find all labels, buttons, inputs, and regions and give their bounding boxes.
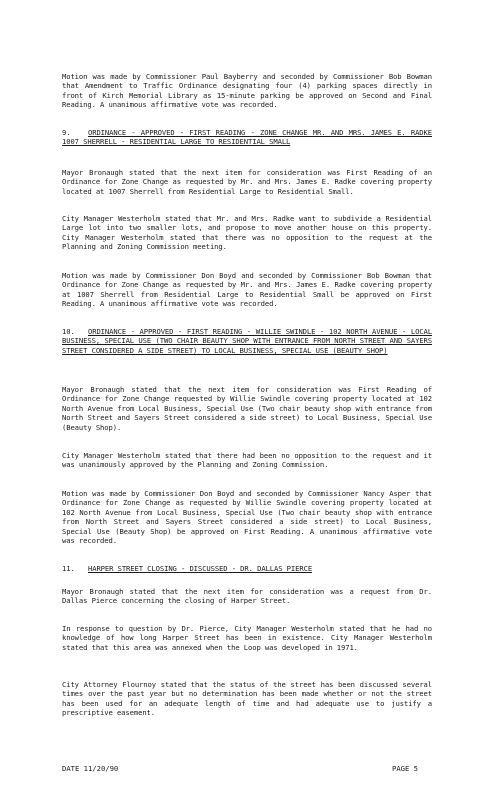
item-number: 9.	[62, 128, 71, 137]
paragraph-harper-intro: Mayor Bronaugh stated that the next item for consideration was a request from Dr. Dallas Pierce concerning the closing of Harper Street.	[62, 587, 432, 606]
paragraph-harper-attorney: City Attorney Flournoy stated that the status of the street has been discussed several times over the past year but no determination has been made whether or not the street has been used for an adequate length of time and had adequate use to justify a prescriptive easement.	[62, 680, 432, 718]
motion-paragraph-traffic: Motion was made by Commissioner Paul Bayberry and seconded by Commissioner Bob Bowman that Amendment to Traffic Ordinance designating four (4) parking spaces directly in front of Kirch Memorial Library as 15-minute parking be approved on Second and Final Reading. A unanimous affirmative vote was recorded.	[62, 72, 432, 110]
footer-date: DATE 11/20/90	[62, 764, 119, 773]
paragraph-swindle-intro: Mayor Bronaugh stated that the next item for consideration was First Reading of Ordinance for Zone Change requested by Willie Swindle covering property located at 102 North Avenue from Local Business, Special Use (Two chair beauty shop with entrance from North Street and Sayers Street considered a side street) to Local Business, Special Use (Beauty Shop).	[62, 385, 432, 432]
paragraph-harper-manager: In response to question by Dr. Pierce, City Manager Westerholm stated that he had no knowledge of how long Harper Street has been in existence. City Manager Westerholm stated that this area was annexed when the Loop was developed in 1971.	[62, 624, 432, 652]
motion-paragraph-swindle: Motion was made by Commissioner Don Boyd and seconded by Commissioner Nancy Asper that Ordinance for Zone Change as requested by Willie Swindle covering property located at 102 North Avenue from Local Business, Special Use (Two chair beauty shop with entrance from North Street and Sayers Street considered a side street) to Local Business, Special Use (Beauty Shop) be approved on First Reading. A unanimous affirmative vote was recorded.	[62, 489, 432, 546]
agenda-item-11	[62, 564, 432, 573]
paragraph-swindle-manager: City Manager Westerholm stated that there had been no opposition to the request and it was unanimously approved by the Planning and Zoning Commission.	[62, 451, 432, 470]
agenda-item-9	[62, 128, 432, 147]
paragraph-radke-manager: City Manager Westerholm stated that Mr. and Mrs. Radke want to subdivide a Residential Large lot into two smaller lots, and propose to move another house on this property. City Manager Westerholm stated that there was no opposition to the request at the Planning and Zoning Commission meeting.	[62, 214, 432, 252]
agenda-item-10	[62, 327, 432, 355]
item-number: 11.	[62, 564, 75, 573]
item-number: 10.	[62, 327, 75, 336]
paragraph-radke-intro: Mayor Bronaugh stated that the next item for consideration was First Reading of an Ordinance for Zone Change as requested by Mr. and Mrs. James E. Radke covering property located at 1007 Sherrell from Residential Large to Residential Small.	[62, 168, 432, 196]
footer-page-number: PAGE 5	[392, 764, 418, 773]
motion-paragraph-radke: Motion was made by Commissioner Don Boyd and seconded by Commissioner Bob Bowman that Ordinance for Zone Change as requested by Mr. and Mrs. James E. Radke covering property at 1007 Sherrell from Residential Large to Residential Small be approved on First Reading. A unanimous affirmative vote was recorded.	[62, 271, 432, 309]
item-heading: ORDINANCE - APPROVED - FIRST READING - WILLIE SWINDLE - 102 NORTH AVENUE - LOCAL BUSINESS, SPECIAL USE (TWO CHAIR BEAUTY SHOP WITH ENTRANCE FROM NORTH STREET AND SAYERS STREET CONSIDERED A SIDE STREET) TO LOCAL BUSINESS, SPECIAL USE (BEAUTY SHOP)	[62, 327, 432, 355]
item-heading: HARPER STREET CLOSING - DISCUSSED - DR. DALLAS PIERCE	[88, 564, 313, 573]
item-heading: ORDINANCE - APPROVED - FIRST READING - ZONE CHANGE MR. AND MRS. JAMES E. RADKE 1007 SHERRELL - RESIDENTIAL LARGE TO RESIDENTIAL SMALL	[62, 128, 432, 147]
